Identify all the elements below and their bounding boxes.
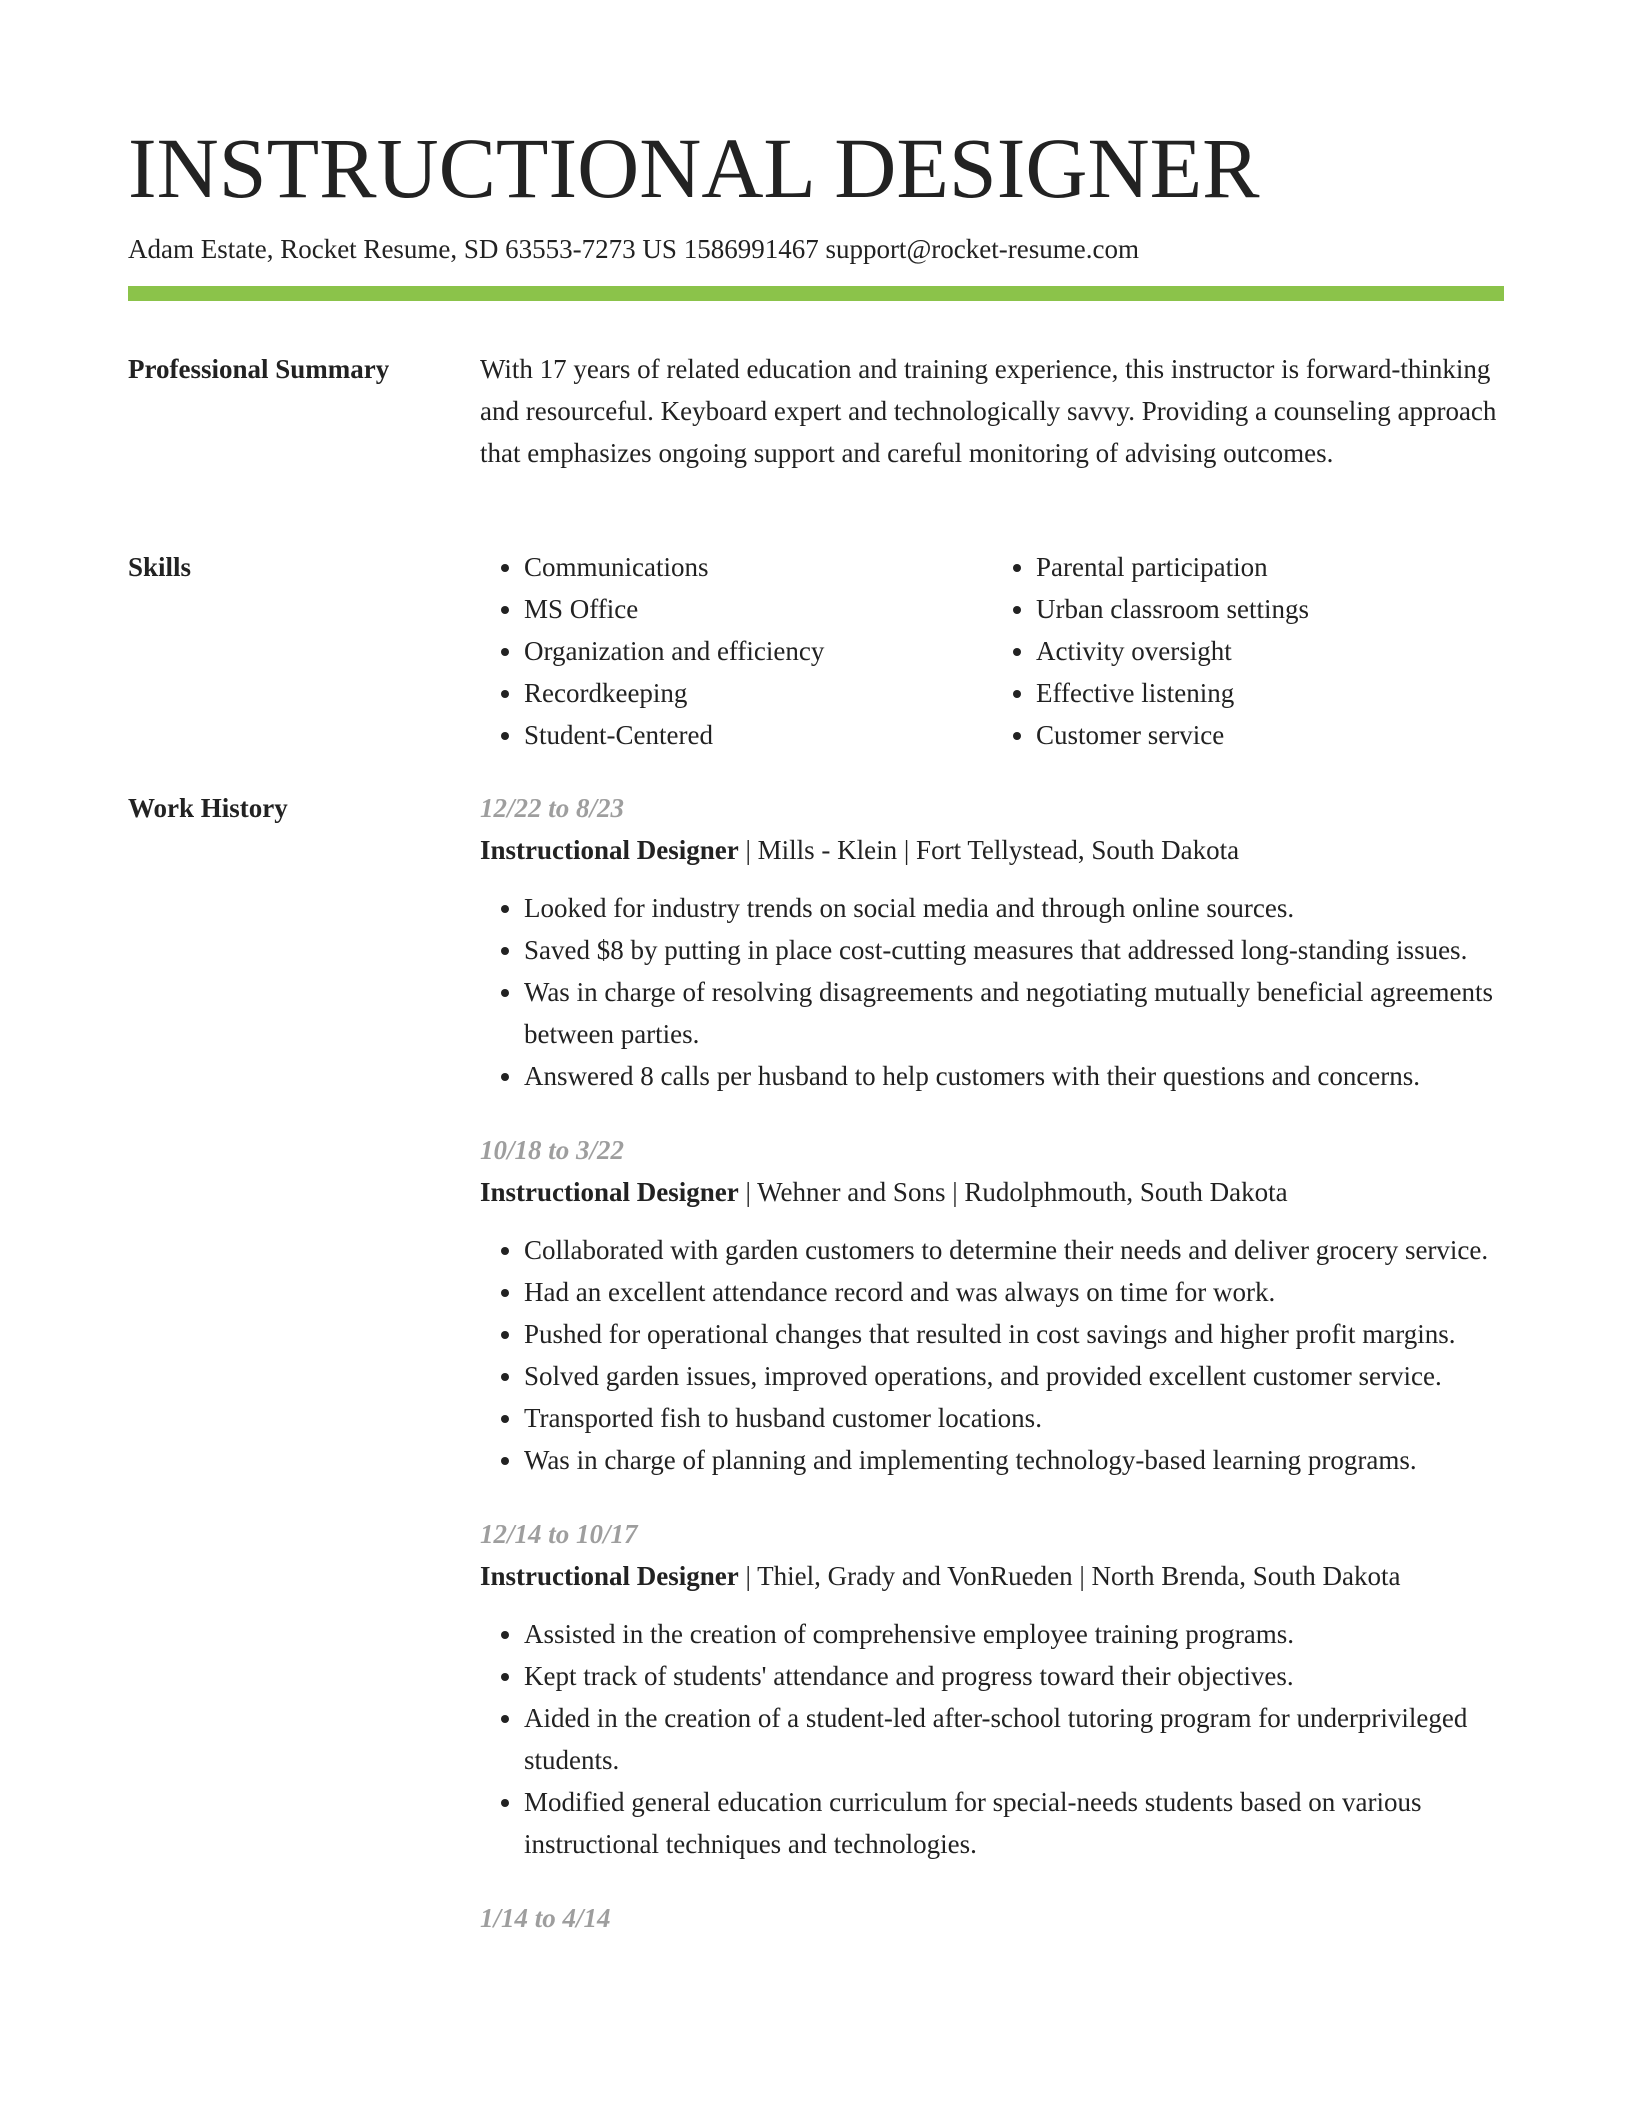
job-bullet: • Was in charge of planning and implementing technology-based learning programs.	[524, 1439, 1504, 1481]
resume-title: INSTRUCTIONAL DESIGNER	[128, 120, 1260, 216]
skills-label: Skills	[128, 552, 192, 582]
job-bullet: • Had an excellent attendance record and was always on time for work.	[524, 1271, 1504, 1313]
job-bullet: • Answered 8 calls per husband to help customers with their questions and concerns.	[524, 1055, 1504, 1097]
summary-text: With 17 years of related education and training experience, this instructor is forward-thinking and resourceful. Keyboard expert and technologically savvy. Providing a counseling approach that emphasizes ongoing support and careful monitoring of advising outcomes.	[480, 354, 1497, 468]
job-date: 12/14 to 10/17	[480, 1519, 638, 1549]
job-date: 12/22 to 8/23	[480, 793, 625, 823]
job-entry	[480, 1897, 1504, 1939]
skill-item: • Student-Centered	[524, 714, 992, 756]
job-bullet: • Kept track of students' attendance and progress toward their objectives.	[524, 1655, 1504, 1697]
skill-item: • Urban classroom settings	[1036, 588, 1504, 630]
job-bullet: • Assisted in the creation of comprehensive employee training programs.	[524, 1613, 1504, 1655]
skills-columns	[480, 546, 1504, 756]
job-date: 1/14 to 4/14	[480, 1903, 611, 1933]
job-entry	[480, 787, 1504, 1097]
job-bullet: • Collaborated with garden customers to determine their needs and deliver grocery service.	[524, 1229, 1504, 1271]
job-role: Instructional Designer	[480, 1561, 739, 1591]
skill-item: • MS Office	[524, 588, 992, 630]
skill-item: • Organization and efficiency	[524, 630, 992, 672]
job-bullets	[480, 1229, 1504, 1481]
contact-line: Adam Estate, Rocket Resume, SD 63553-7273 US 1586991467 support@rocket-resume.com	[128, 234, 1139, 264]
job-bullet: • Transported fish to husband customer locations.	[524, 1397, 1504, 1439]
work-history-label: Work History	[128, 793, 288, 823]
skills-list-right	[992, 546, 1504, 756]
job-bullet: • Aided in the creation of a student-led after-school tutoring program for underprivileged students.	[524, 1697, 1504, 1781]
skill-item: • Communications	[524, 546, 992, 588]
job-entry	[480, 1129, 1504, 1481]
job-employer-location: | Wehner and Sons | Rudolphmouth, South Dakota	[738, 1177, 1288, 1207]
job-title-line	[480, 1171, 1504, 1213]
job-bullets	[480, 1613, 1504, 1865]
skills-list-left	[480, 546, 992, 756]
job-bullet: • Modified general education curriculum for special-needs students based on various instructional techniques and technologies.	[524, 1781, 1504, 1865]
skill-item: • Recordkeeping	[524, 672, 992, 714]
job-entry	[480, 1513, 1504, 1865]
skill-item: • Parental participation	[1036, 546, 1504, 588]
job-title-line	[480, 1555, 1504, 1597]
skill-item: • Customer service	[1036, 714, 1504, 756]
job-role: Instructional Designer	[480, 1177, 739, 1207]
job-employer-location: | Mills - Klein | Fort Tellystead, South Dakota	[738, 835, 1240, 865]
job-title-line	[480, 829, 1504, 871]
job-date: 10/18 to 3/22	[480, 1135, 625, 1165]
work-history-body	[480, 787, 1504, 1971]
job-bullet: • Looked for industry trends on social media and through online sources.	[524, 887, 1504, 929]
job-role: Instructional Designer	[480, 835, 739, 865]
skills-body	[480, 546, 1504, 756]
job-bullet: • Pushed for operational changes that resulted in cost savings and higher profit margins.	[524, 1313, 1504, 1355]
summary-label: Professional Summary	[128, 354, 390, 384]
skill-item: • Effective listening	[1036, 672, 1504, 714]
summary-body	[480, 348, 1504, 474]
job-employer-location: | Thiel, Grady and VonRueden | North Brenda, South Dakota	[738, 1561, 1401, 1591]
job-bullet: • Saved $8 by putting in place cost-cutting measures that addressed long-standing issues.	[524, 929, 1504, 971]
header-divider	[128, 286, 1504, 301]
skill-item: • Activity oversight	[1036, 630, 1504, 672]
job-bullet: • Was in charge of resolving disagreements and negotiating mutually beneficial agreements between parties.	[524, 971, 1504, 1055]
job-bullet: • Solved garden issues, improved operations, and provided excellent customer service.	[524, 1355, 1504, 1397]
job-bullets	[480, 887, 1504, 1097]
